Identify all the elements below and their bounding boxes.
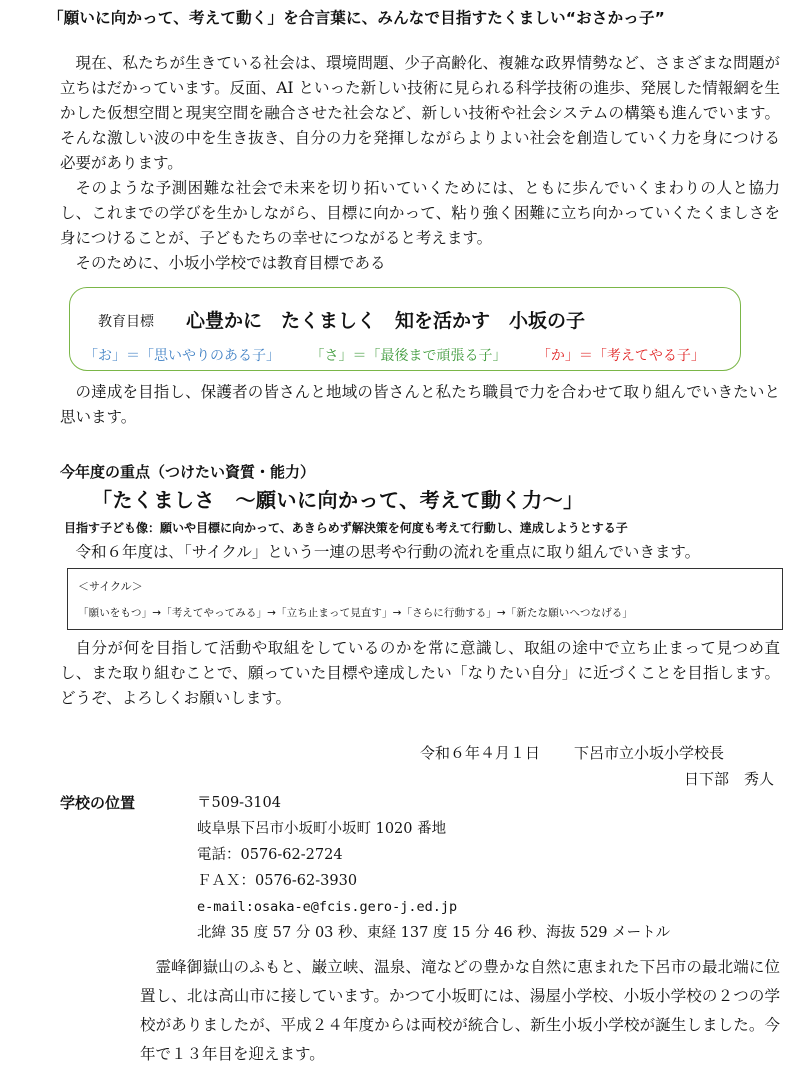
goal-acrostic <box>84 345 734 365</box>
cycle-intro: 令和６年度は､「サイクル」という一連の思考や行動の流れを重点に取り組んでいきます。 <box>75 543 701 561</box>
intro-paragraph-2: そのような予測困難な社会で未来を切り拓いていくためには、ともに歩んでいくまわりの人と協力し、これまでの学びを生かしながら、目標に向かって、粘り強く困難に立ち向かっていくたくましさを身につけることが、子どもたちの幸せにつながると考えます。 <box>60 179 780 247</box>
after-goal-paragraph: の達成を目指し、保護者の皆さんと地域の皆さんと私たち職員で力を合わせて取り組んでいきたいと思います。 <box>60 383 780 426</box>
cycle-box <box>67 568 783 630</box>
signature-role: 下呂市立小坂小学校長 <box>574 744 725 762</box>
after-goal-section <box>60 380 780 430</box>
focus-heading: 今年度の重点（つけたい資質・能力） <box>60 463 316 481</box>
closing-section <box>60 636 780 711</box>
signature-date: 令和６年４月１日 <box>420 744 541 762</box>
cycle-steps: 「願いをもつ」→「考えてやってみる」→「立ち止まって見直す」→「さらに行動する」→「新たな願いへつなげる」 <box>78 607 633 619</box>
location-details <box>197 790 670 946</box>
telephone: 電話：0576-62-2724 <box>197 847 343 863</box>
intro-paragraph-1: 現在、私たちが生きている社会は、環境問題、少子高齢化、複雑な政界情勢など、さまざまな問題が立ちはだかっています。反面、AI といった新しい技術に見られる科学技術の進歩、発展した情報網を生かした仮想空間と現実空間を融合させた社会など、新しい技術や社会システムの構築も進んでいます。そんな激しい波の中を生き抜き、自分の力を発揮しながらよりよい社会を創造していく力を身につける必要があります。 <box>60 54 780 172</box>
education-goal-box <box>69 287 741 371</box>
intro-paragraph-3: そのために、小坂小学校では教育目標である <box>75 254 386 272</box>
goal-text: 心豊かに たくましく 知を活かす 小坂の子 <box>186 310 586 332</box>
postal-code: 〒509-3104 <box>197 795 281 811</box>
headline: 「願いに向かって、考えて動く」を合言葉に、みんなで目指すたくましい“おさかっ子” <box>48 9 666 27</box>
signature-name: 日下部 秀人 <box>683 770 774 788</box>
goal-o: 「お」＝「思いやりのある子」 <box>84 348 280 364</box>
cycle-label: ＜サイクル＞ <box>78 580 143 593</box>
goal-label: 教育目標 <box>98 314 154 330</box>
intro-section <box>60 51 780 276</box>
school-description <box>140 953 780 1069</box>
location-heading: 学校の位置 <box>60 794 136 812</box>
closing-paragraph: 自分が何を目指して活動や取組をしているのかを常に意識し、取組の途中で立ち止まって見つめ直し、また取り組むことで、願っていた目標や達成したい「なりたい自分」に近づくことを目指します。どうぞ、よろしくお願いします。 <box>60 639 780 707</box>
coordinates: 北緯 35 度 57 分 03 秒、東経 137 度 15 分 46 秒、海抜 529 メートル <box>197 925 671 941</box>
target-child-image: 目指す子ども像：願いや目標に向かって、あきらめず解決策を何度も考えて行動し、達成しようとする子 <box>64 521 628 535</box>
goal-ka: 「か」＝「考えてやる子」 <box>536 348 705 364</box>
address: 岐阜県下呂市小坂町小坂町 1020 番地 <box>197 821 447 837</box>
focus-title: 「たくましさ ～願いに向かって、考えて動く力～」 <box>92 488 584 512</box>
fax: ＦＡＸ：0576-62-3930 <box>197 873 358 889</box>
signature <box>420 740 780 792</box>
school-description-paragraph: 霊峰御嶽山のふもと、巌立峡、温泉、滝などの豊かな自然に恵まれた下呂市の最北端に位置し、北は高山市に接しています。かつて小坂町には、湯屋小学校、小坂小学校の２つの学校がありましたが、平成２４年度からは両校が統合し、新生小坂小学校が誕生しました。今年で１３年目を迎えます。 <box>140 958 780 1063</box>
goal-sa: 「さ」＝「最後まで頑張る子」 <box>310 348 507 364</box>
email: e-mail:osaka-e@fcis.gero-j.ed.jp <box>197 899 458 915</box>
